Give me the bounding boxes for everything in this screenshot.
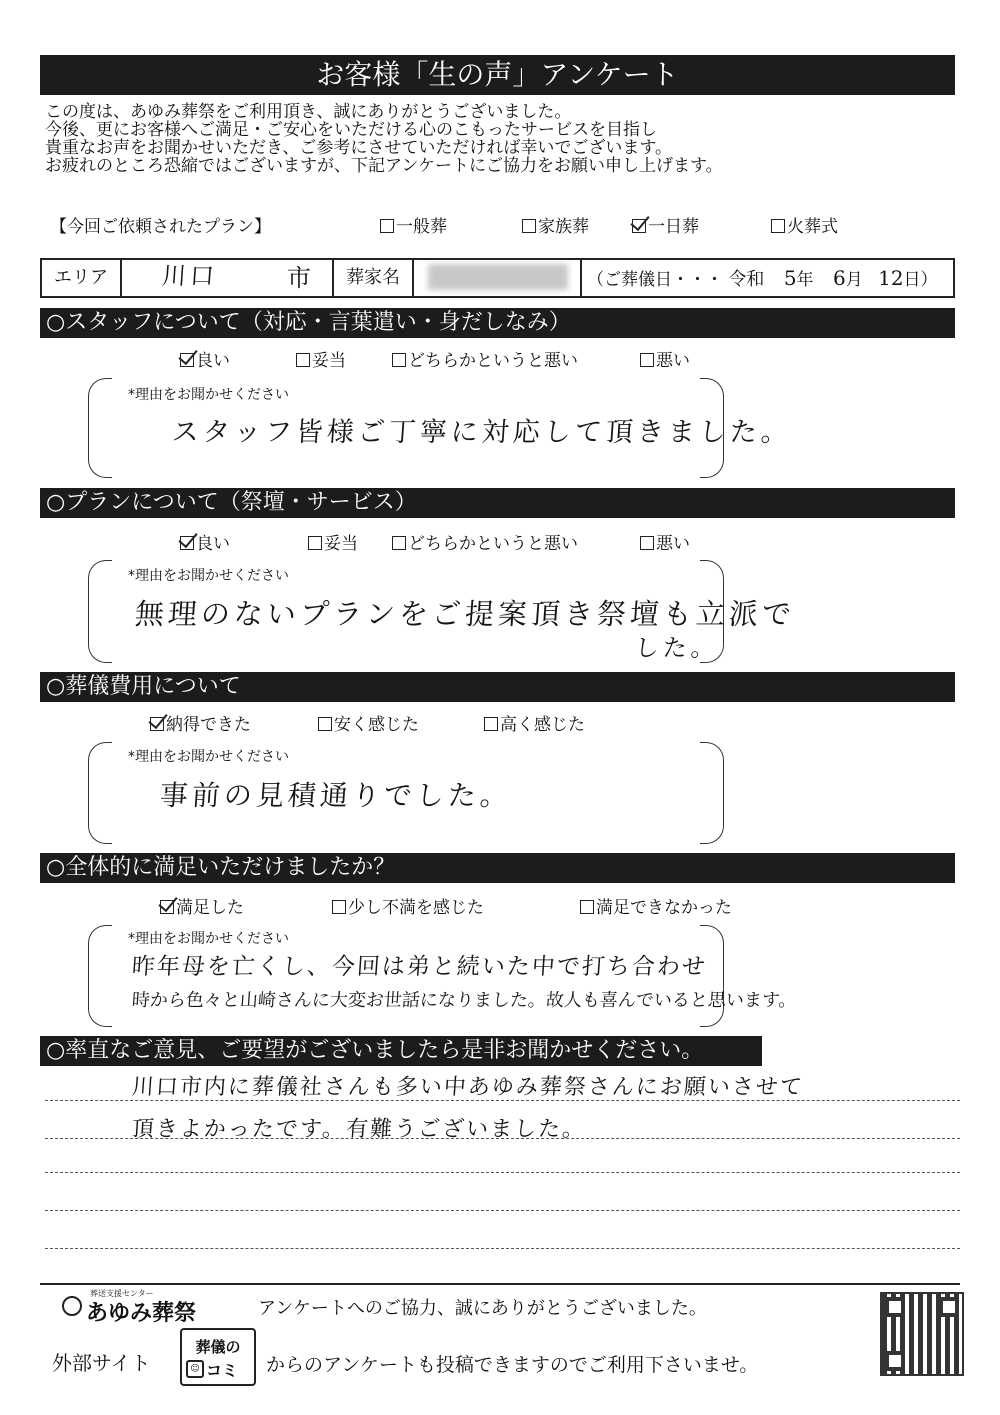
checkbox-checked[interactable] <box>180 536 194 550</box>
checkbox[interactable] <box>522 219 536 233</box>
ayumi-logo <box>60 1290 230 1326</box>
plan-option-family[interactable]: 家族葬 <box>522 212 589 237</box>
staff-answer: スタッフ皆様ご丁寧に対応して頂きました。 <box>170 417 793 448</box>
staff-section-heading: ○スタッフについて（対応・言葉遣い・身だしなみ） <box>40 308 955 338</box>
overall-answer-line1: 昨年母を亡くし、今回は弟と続いた中で打ち合わせ <box>130 954 708 980</box>
checkbox[interactable] <box>318 717 332 731</box>
month-unit: 月 <box>845 270 863 290</box>
plan-eval-rather-bad[interactable]: どちらかというと悪い <box>392 529 578 554</box>
bracket-left <box>88 560 112 663</box>
qr-code-icon[interactable] <box>880 1292 964 1376</box>
intro-line: 貴重なお声をお聞かせいただき、ご参考にさせていただければ幸いでございます。 <box>45 138 672 158</box>
flower-icon <box>62 1296 82 1316</box>
checkbox[interactable] <box>580 900 594 914</box>
footer-divider <box>40 1283 960 1285</box>
staff-option-rather-bad[interactable]: どちらかというと悪い <box>392 346 578 371</box>
overall-option-unsatisfied[interactable]: 満足できなかった <box>580 893 732 918</box>
cost-option-satisfied[interactable]: 納得できた <box>150 710 251 735</box>
checkbox[interactable] <box>771 219 785 233</box>
checkbox-checked[interactable] <box>180 353 194 367</box>
plan-section-heading: ○プランについて（祭壇・サービス） <box>40 488 955 518</box>
plan-answer-line2: した。 <box>633 634 720 662</box>
survey-title: お客様「生の声」アンケート <box>40 55 955 95</box>
day-unit: 日） <box>903 270 938 290</box>
smile-icon: ☺ <box>186 1360 204 1378</box>
checkbox-checked[interactable] <box>632 219 646 233</box>
year-unit: 年 <box>796 270 814 290</box>
overall-option-satisfied[interactable]: 満足した <box>160 893 244 918</box>
funeral-date <box>587 260 938 296</box>
checkbox[interactable] <box>392 353 406 367</box>
answer-line <box>45 1100 960 1101</box>
era: 令和 <box>728 269 765 290</box>
plan-eval-bad[interactable]: 悪い <box>640 529 690 554</box>
plan-label: 【今回ご依頼されたプラン】 <box>50 217 271 237</box>
family-name-cell <box>414 260 582 296</box>
comments-section-heading: ○率直なご意見、ご要望がございましたら是非お聞かせください。 <box>40 1036 762 1066</box>
staff-option-fair[interactable]: 妥当 <box>296 346 346 371</box>
plan-eval-fair[interactable]: 妥当 <box>308 529 358 554</box>
answer-line <box>45 1138 960 1139</box>
footer-thanks: アンケートへのご協力、誠にありがとうございました。 <box>258 1298 707 1319</box>
external-site-label: 外部サイト <box>52 1351 151 1375</box>
reason-label: *理由をお聞かせください <box>128 931 289 947</box>
checkbox[interactable] <box>484 717 498 731</box>
checkbox[interactable] <box>380 219 394 233</box>
intro-line: 今後、更にお客様へご満足・ご安心をいただける心のこもったサービスを目指し <box>45 120 657 140</box>
checkbox[interactable] <box>308 536 322 550</box>
bracket-left <box>88 925 112 1027</box>
area-city: 市 <box>287 264 311 292</box>
checkbox[interactable] <box>392 536 406 550</box>
answer-line <box>45 1172 960 1173</box>
area-value-cell <box>122 260 334 296</box>
site-logo-top: 葬儀の <box>195 1338 241 1356</box>
month: 6 <box>832 266 846 290</box>
reason-label: *理由をお聞かせください <box>128 387 289 403</box>
overall-answer-line2: 時から色々と山崎さんに大変お世話になりました。故人も喜んでいると思います。 <box>131 990 798 1011</box>
soginokuchikomi-logo[interactable] <box>180 1328 256 1386</box>
comments-answer-line1: 川口市内に葬儀社さんも多い中あゆみ葬祭さんにお願いさせて <box>130 1075 805 1100</box>
logo-text: あゆみ葬祭 <box>86 1301 197 1326</box>
area-label: エリア <box>42 260 122 296</box>
checkbox[interactable] <box>332 900 346 914</box>
intro-line: お疲れのところ恐縮ではございますが、下記アンケートにご協力をお願い申し上げます。 <box>45 156 723 176</box>
day: 12 <box>878 266 904 290</box>
footer-post-text: からのアンケートも投稿できますのでご利用下さいませ。 <box>266 1354 759 1376</box>
area-info-box <box>40 258 955 298</box>
bracket-left <box>88 742 112 844</box>
checkbox-checked[interactable] <box>160 900 174 914</box>
plan-option-general[interactable]: 一般葬 <box>380 212 447 237</box>
checkbox[interactable] <box>296 353 310 367</box>
intro-line: この度は、あゆみ葬祭をご利用頂き、誠にありがとうございました。 <box>45 102 572 122</box>
staff-option-bad[interactable]: 悪い <box>640 346 690 371</box>
plan-option-cremation[interactable]: 火葬式 <box>771 212 838 237</box>
checkbox-checked[interactable] <box>150 717 164 731</box>
redacted-name <box>428 264 568 290</box>
reason-label: *理由をお聞かせください <box>128 749 289 765</box>
logo-small-text: 葬送支援センター <box>90 1289 154 1298</box>
answer-line <box>45 1248 960 1249</box>
checkbox[interactable] <box>640 353 654 367</box>
plan-option-oneday[interactable]: 一日葬 <box>632 212 699 237</box>
site-logo-bottom: コミ <box>206 1361 239 1380</box>
cost-section-heading: ○葬儀費用について <box>40 672 955 702</box>
family-name-label: 葬家名 <box>334 260 414 296</box>
checkbox[interactable] <box>640 536 654 550</box>
comments-answer-line2: 頂きよかったです。有難うございました。 <box>130 1117 587 1142</box>
answer-line <box>45 1210 960 1211</box>
area-value: 川口 <box>161 262 219 290</box>
cost-option-expensive[interactable]: 高く感じた <box>484 710 585 735</box>
plan-answer-line1: 無理のないプランをご提案頂き祭壇も立派で <box>133 597 797 631</box>
year: 5 <box>783 266 797 290</box>
bracket-right <box>700 742 724 844</box>
reason-label: *理由をお聞かせください <box>128 568 289 584</box>
date-label: （ご葬儀日・・・ <box>587 270 723 290</box>
cost-option-cheap[interactable]: 安く感じた <box>318 710 419 735</box>
staff-option-good[interactable]: 良い <box>180 346 230 371</box>
cost-answer: 事前の見積通りでした。 <box>158 779 514 812</box>
bracket-left <box>88 378 112 478</box>
plan-eval-good[interactable]: 良い <box>180 529 230 554</box>
overall-section-heading: ○全体的に満足いただけましたか？ <box>40 853 955 883</box>
intro-text <box>45 103 723 175</box>
overall-option-slightly-unsatisfied[interactable]: 少し不満を感じた <box>332 893 484 918</box>
